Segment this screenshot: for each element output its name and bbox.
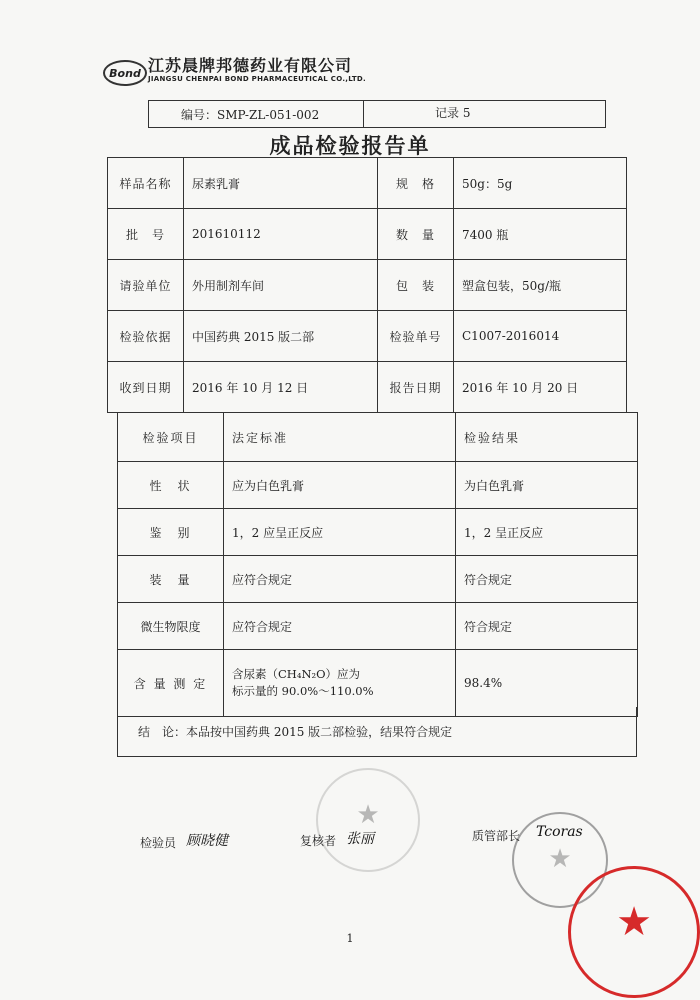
item-identification: 鉴 别 [118,509,224,556]
item-microbial-limit: 微生物限度 [118,603,224,650]
request-unit-value: 外用制剂车间 [184,260,378,311]
result-microbial-limit: 符合规定 [456,603,638,650]
basis-value: 中国药典 2015 版二部 [184,311,378,362]
spec-label: 规 格 [378,158,454,209]
sample-name-value: 尿素乳膏 [184,158,378,209]
package-label: 包 装 [378,260,454,311]
item-assay: 含 量 测 定 [118,650,224,717]
request-unit-label: 请验单位 [108,260,184,311]
reviewer-signature: 张丽 [346,831,374,847]
standard-fill-volume: 应符合规定 [224,556,456,603]
basis-label: 检验依据 [108,311,184,362]
conclusion: 结 论：本品按中国药典 2015 版二部检验，结果符合规定 [117,707,637,757]
batch-label: 批 号 [108,209,184,260]
company-name-cn: 江苏晨牌邦德药业有限公司 [148,56,353,75]
document-code: 编号：SMP-ZL-051-002 [181,108,320,122]
seal-star-icon: ★ [548,844,572,874]
test-no-label: 检验单号 [378,311,454,362]
reviewer-label: 复核者 [300,834,337,848]
inspector-label: 检验员 [140,836,177,850]
spec-value: 50g：5g [454,158,627,209]
inspector-signature: 顾晓健 [186,833,228,849]
result-identification: 1，2 呈正反应 [456,509,638,556]
standard-microbial-limit: 应符合规定 [224,603,456,650]
item-fill-volume: 装 量 [118,556,224,603]
info-row [108,158,627,209]
report-date-label: 报告日期 [378,362,454,413]
seal-star-icon: ★ [356,800,380,830]
table-row [118,509,638,556]
company-name-en: JIANGSU CHENPAI BOND PHARMACEUTICAL CO.,LTD. [148,75,366,83]
batch-value: 201610112 [184,209,378,260]
package-value: 塑盒包装，50g/瓶 [454,260,627,311]
info-row [108,362,627,413]
info-row [108,260,627,311]
quality-dept-seal-faint [316,768,420,872]
report-title: 成品检验报告单 [269,134,431,158]
received-date-value: 2016 年 10 月 12 日 [184,362,378,413]
standard-assay-line1: 含尿素（CH₄N₂O）应为 [232,667,361,681]
result-assay: 98.4% [456,650,638,717]
result-appearance: 为白色乳膏 [456,462,638,509]
logo-text: Bond [109,66,141,80]
standard-identification: 1，2 应呈正反应 [224,509,456,556]
header-standard: 法定标准 [224,413,456,462]
qa-manager-label: 质管部长 [472,829,521,843]
product-info-table [107,157,627,413]
test-results-table [117,412,638,717]
results-header-row [118,413,638,462]
qa-manager-signature: Tcoras [536,824,583,840]
info-row [108,209,627,260]
page-number: 1 [346,932,354,945]
sample-name-label: 样品名称 [108,158,184,209]
result-fill-volume: 符合规定 [456,556,638,603]
table-row [118,462,638,509]
header-result: 检验结果 [456,413,638,462]
code-box-divider [363,101,364,127]
info-row [108,311,627,362]
standard-assay-line2: 标示量的 90.0%～110.0% [232,684,374,698]
report-date-value: 2016 年 10 月 20 日 [454,362,627,413]
seal-star-icon: ★ [616,899,652,945]
test-no-value: C1007-2016014 [454,311,627,362]
standard-appearance: 应为白色乳膏 [224,462,456,509]
company-logo [103,60,147,86]
header-test-item: 检验项目 [118,413,224,462]
quantity-value: 7400 瓶 [454,209,627,260]
quantity-label: 数 量 [378,209,454,260]
item-appearance: 性 状 [118,462,224,509]
document-code-box [148,100,606,128]
record-number: 记录 5 [435,106,471,120]
table-row [118,603,638,650]
table-row [118,556,638,603]
received-date-label: 收到日期 [108,362,184,413]
